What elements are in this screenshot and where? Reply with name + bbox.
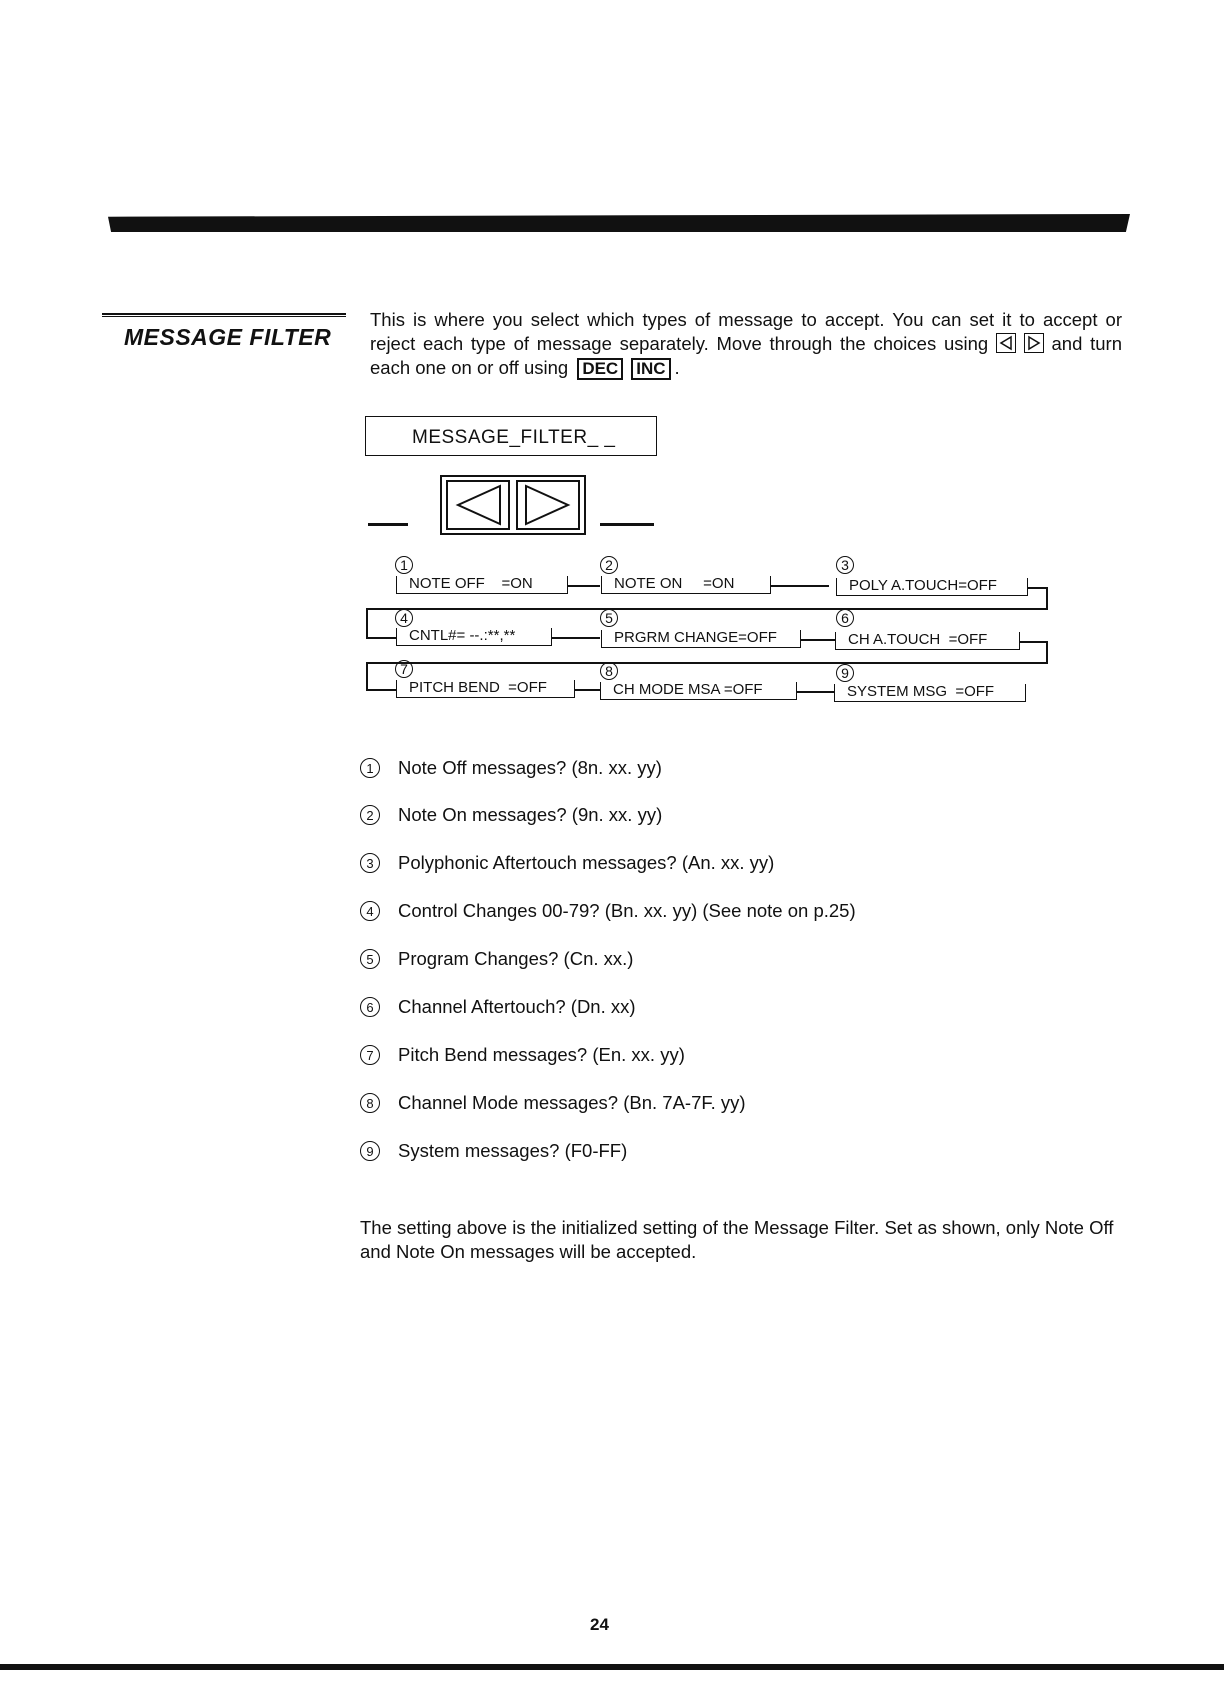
inc-key: INC	[631, 358, 670, 380]
connector	[1020, 641, 1048, 643]
connector	[1028, 587, 1048, 589]
list-item	[360, 948, 633, 976]
footer-bar	[0, 1664, 1224, 1670]
nav-left-arrow	[368, 523, 408, 526]
diagram-number-4: 4	[395, 609, 413, 627]
diagram-cell-prgrm-change: PRGRM CHANGE=OFF	[601, 630, 801, 648]
dec-key: DEC	[577, 358, 623, 380]
connector	[1046, 641, 1048, 663]
lcd-text: MESSAGE_FILTER_ _	[412, 427, 616, 448]
intro-text-1: This is where you select which types of message to accept. You can set it to accept or reject each type of message separately. Move through the choices using	[370, 309, 1122, 354]
diagram-number-2: 2	[600, 556, 618, 574]
diagram-number-1: 1	[395, 556, 413, 574]
connector	[366, 637, 396, 639]
list-item-text: System messages? (F0-FF)	[398, 1140, 628, 1161]
intro-end: .	[674, 357, 680, 378]
diagram-number-8: 8	[600, 662, 618, 680]
list-item	[360, 757, 662, 785]
diagram-number-6: 6	[836, 609, 854, 627]
diagram-cell-note-off: NOTE OFF =ON	[396, 576, 568, 594]
right-cursor-key-icon	[1024, 333, 1044, 353]
list-item-number: 4	[360, 901, 380, 921]
diagram-number-3: 3	[836, 556, 854, 574]
right-cursor-key	[516, 480, 580, 530]
diagram-cell-pitch-bend: PITCH BEND =OFF	[396, 680, 575, 698]
connector	[366, 689, 396, 691]
diagram-number-7: 7	[395, 660, 413, 678]
list-item-number: 7	[360, 1045, 380, 1065]
diagram-cell-poly-atouch: POLY A.TOUCH=OFF	[836, 578, 1028, 596]
lcd-display	[365, 416, 657, 456]
list-item	[360, 1092, 746, 1120]
left-cursor-key-icon	[996, 333, 1016, 353]
connector	[568, 585, 600, 587]
connector	[771, 585, 829, 587]
nav-right-arrow	[600, 523, 654, 526]
diagram-number-9: 9	[836, 664, 854, 682]
list-item-number: 9	[360, 1141, 380, 1161]
diagram-cell-note-on: NOTE ON =ON	[601, 576, 771, 594]
list-item-number: 5	[360, 949, 380, 969]
connector	[366, 662, 1048, 664]
list-item-number: 3	[360, 853, 380, 873]
list-item-text: Note Off messages? (8n. xx. yy)	[398, 757, 662, 778]
page-number: 24	[590, 1615, 609, 1634]
connector	[366, 662, 368, 690]
list-item-number: 6	[360, 997, 380, 1017]
list-item	[360, 1044, 685, 1072]
connector	[366, 608, 1048, 610]
list-item-number: 8	[360, 1093, 380, 1113]
header-bar	[108, 214, 1130, 232]
list-item	[360, 996, 636, 1024]
connector	[801, 639, 835, 641]
left-cursor-key	[446, 480, 510, 530]
list-item-number: 2	[360, 805, 380, 825]
list-item-text: Polyphonic Aftertouch messages? (An. xx. yy)	[398, 852, 775, 873]
diagram-cell-system-msg: SYSTEM MSG =OFF	[834, 684, 1026, 702]
diagram-cell-ch-mode-msa: CH MODE MSA =OFF	[600, 682, 797, 700]
diagram-cell-ch-atouch: CH A.TOUCH =OFF	[835, 632, 1020, 650]
left-triangle-icon	[448, 482, 508, 528]
intro-text-2: and turn each one on or off using	[370, 333, 1123, 378]
connector	[552, 637, 600, 639]
list-item-text: Program Changes? (Cn. xx.)	[398, 948, 634, 969]
cursor-keys	[440, 475, 586, 535]
list-item-text: Control Changes 00-79? (Bn. xx. yy) (See note on p.25)	[398, 900, 856, 921]
diagram-cell-cntl: CNTL#= --.:**,**	[396, 628, 552, 646]
section-title: MESSAGE FILTER	[124, 324, 332, 350]
connector	[1046, 587, 1048, 609]
diagram-number-5: 5	[600, 609, 618, 627]
list-item-text: Pitch Bend messages? (En. xx. yy)	[398, 1044, 685, 1065]
connector	[797, 691, 834, 693]
list-item	[360, 804, 662, 832]
list-item-number: 1	[360, 758, 380, 778]
closing-note: The setting above is the initialized setting of the Message Filter. Set as shown, only Note Off and Note On messages will be accepted.	[360, 1217, 1114, 1262]
intro-paragraph	[370, 308, 1122, 380]
list-item	[360, 852, 774, 880]
list-item	[360, 900, 856, 928]
section-rule	[102, 313, 346, 317]
list-item-text: Note On messages? (9n. xx. yy)	[398, 804, 663, 825]
right-triangle-icon	[518, 482, 578, 528]
connector	[575, 689, 600, 691]
list-item-text: Channel Mode messages? (Bn. 7A-7F. yy)	[398, 1092, 746, 1113]
list-item	[360, 1140, 627, 1168]
connector	[366, 608, 368, 638]
list-item-text: Channel Aftertouch? (Dn. xx)	[398, 996, 636, 1017]
